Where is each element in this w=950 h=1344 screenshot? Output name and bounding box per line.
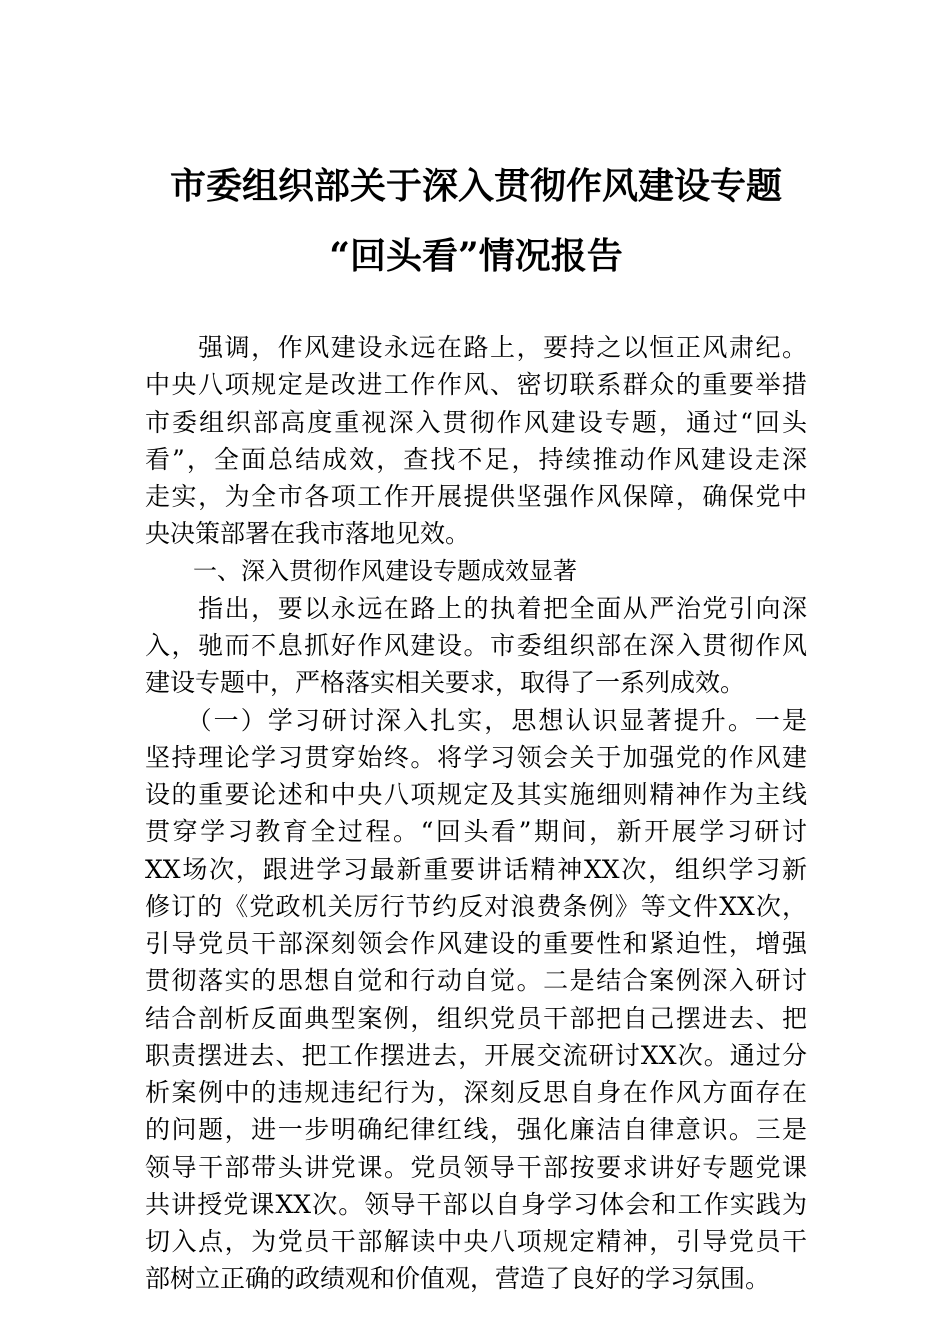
paragraph-line: 共讲授党课XX次。领导干部以自身学习体会和工作实践为 [145,1189,807,1219]
paragraph-line: 贯彻落实的思想自觉和行动自觉。二是结合案例深入研讨 [145,966,807,996]
paragraph-line: 修订的《党政机关厉行节约反对浪费条例》等文件XX次， [145,891,807,921]
document-body [145,329,807,1298]
document-title-line-1: 市委组织部关于深入贯彻作风建设专题 [169,165,782,207]
paragraph-line: 部树立正确的政绩观和价值观，营造了良好的学习氛围。 [145,1264,771,1294]
paragraph-line: 走实，为全市各项工作开展提供坚强作风保障，确保党中 [145,482,807,511]
paragraph-line: 强调，作风建设永远在路上，要持之以恒正风肃纪。 [145,333,807,362]
paragraph-line: 建设专题中，严格落实相关要求，取得了一系列成效。 [145,668,746,698]
paragraph-line: 入，驰而不息抓好作风建设。市委组织部在深入贯彻作风 [145,631,807,660]
paragraph-line: 中央八项规定是改进工作作风、密切联系群众的重要举措 [145,370,807,400]
paragraph-line: 职责摆进去、把工作摆进去，开展交流研讨XX次。通过分 [145,1040,807,1070]
paragraph-line: 央决策部署在我市落地见效。 [145,519,471,549]
paragraph-line: 的问题，进一步明确纪律红线，强化廉洁自律意识。三是 [145,1115,807,1145]
paragraph-line: 领导干部带头讲党课。党员领导干部按要求讲好专题党课 [145,1152,807,1182]
paragraph-line: 切入点，为党员干部解读中央八项规定精神，引导党员干 [145,1227,807,1256]
paragraph-line: 引导党员干部深刻领会作风建设的重要性和紧迫性，增强 [145,929,807,958]
paragraph-line: 析案例中的违规违纪行为，深刻反思自身在作风方面存在 [145,1078,807,1107]
paragraph-line: XX场次，跟进学习最新重要讲话精神XX次，组织学习新 [145,854,807,884]
section-heading: 一、深入贯彻作风建设专题成效显著 [145,556,577,585]
paragraph-line: 市委组织部高度重视深入贯彻作风建设专题，通过“回头 [145,407,807,437]
paragraph-line: （一）学习研讨深入扎实，思想认识显著提升。一是 [145,705,807,735]
paragraph-line: 结合剖析反面典型案例，组织党员干部把自己摆进去、把 [145,1003,807,1033]
document-title-line-2: “回头看”情况报告 [329,235,623,277]
paragraph-line: 指出，要以永远在路上的执着把全面从严治党引向深 [145,593,807,623]
paragraph-line: 看”，全面总结成效，查找不足，持续推动作风建设走深 [145,444,807,474]
paragraph-line: 设的重要论述和中央八项规定及其实施细则精神作为主线 [145,780,807,809]
paragraph-line: 贯穿学习教育全过程。“回头看”期间，新开展学习研讨 [145,817,807,847]
paragraph-line: 坚持理论学习贯穿始终。将学习领会关于加强党的作风建 [145,742,807,772]
